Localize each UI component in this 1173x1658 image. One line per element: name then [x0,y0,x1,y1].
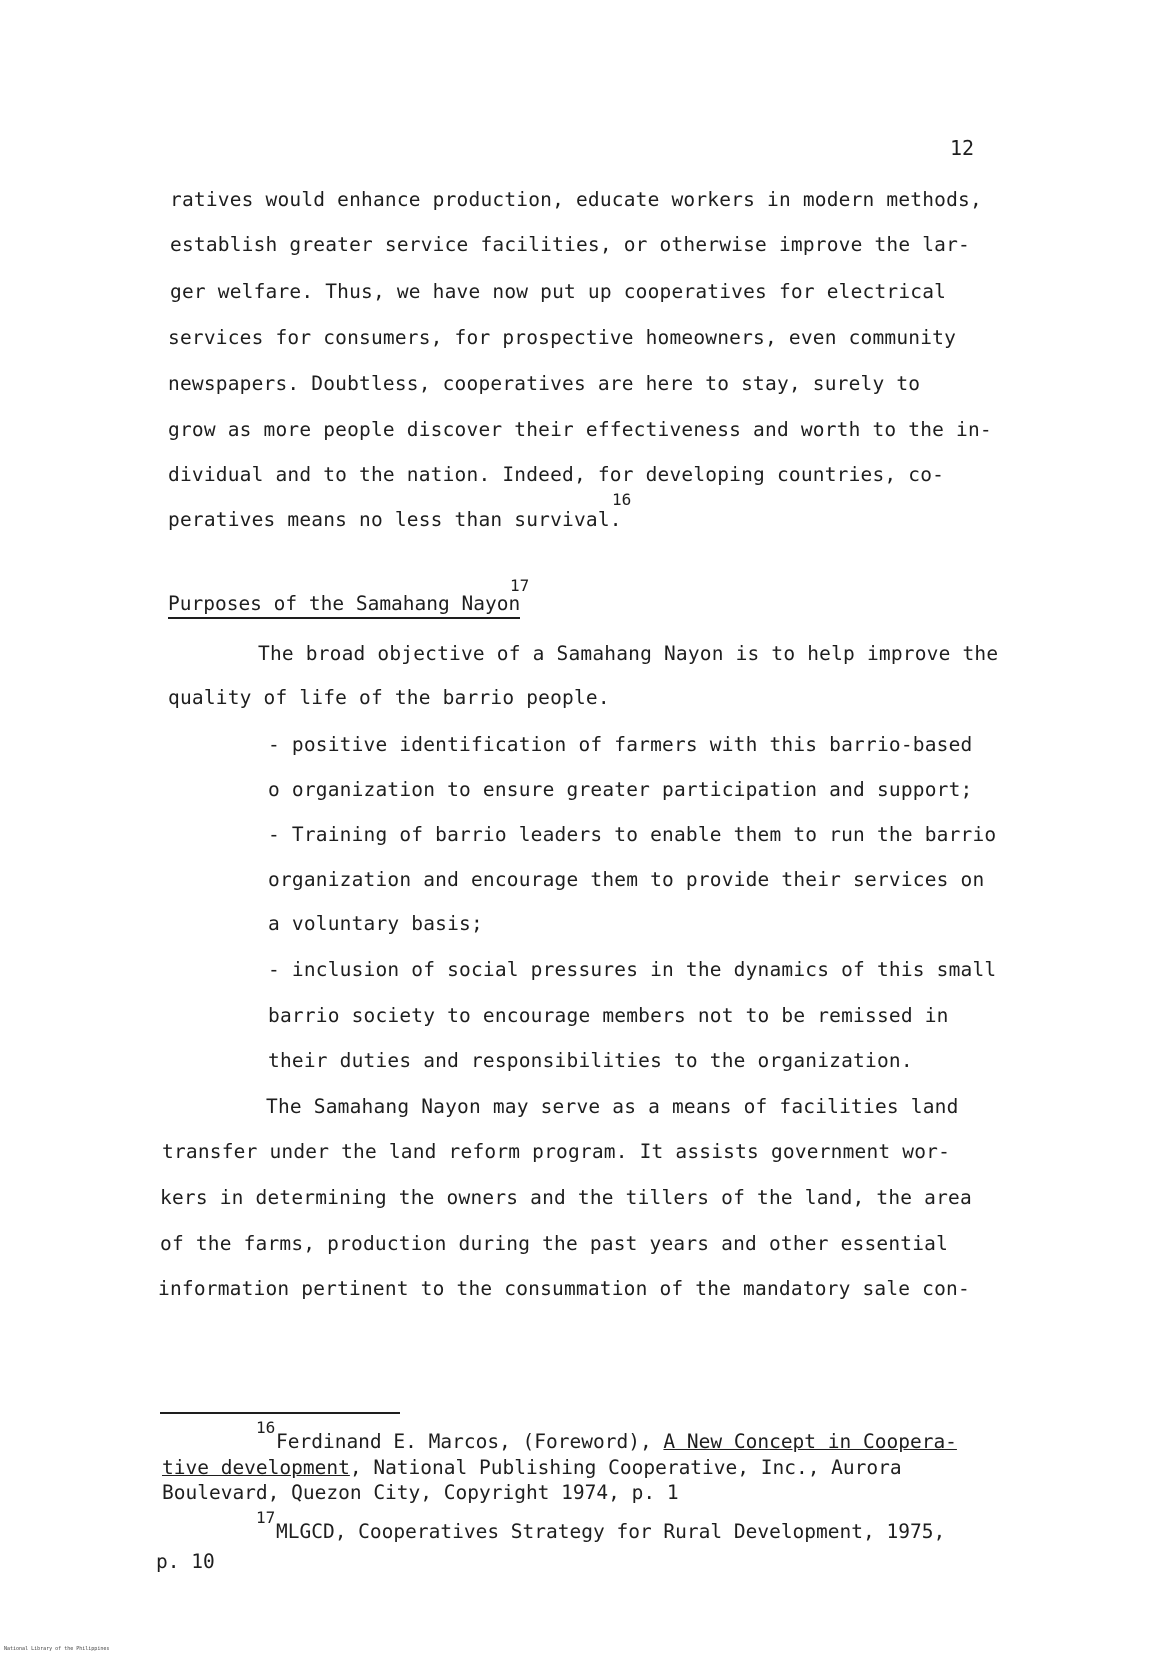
text-line: services for consumers, for prospective homeowners, even community [168,326,957,349]
footnote-text: , National Publishing Cooperative, Inc., Aurora [349,1456,902,1479]
text-line: ratives would enhance production, educate workers in modern methods, [170,188,982,211]
footnote-16-line: Boulevard, Quezon City, Copyright 1974, p. 1 [162,1481,679,1504]
footnote-17-line: p. 10 [156,1550,215,1573]
footnote-number: 16 [256,1418,276,1437]
text-line: dividual and to the nation. Indeed, for developing countries, co- [168,463,945,486]
text-line: transfer under the land reform program. It assists government wor- [162,1140,951,1163]
footer-credit: National Library of the Philippines [4,1646,110,1652]
text-line: newspapers. Doubtless, cooperatives are here to stay, surely to [168,372,921,395]
list-item: - positive identification of farmers with this barrio-based [268,733,973,756]
footnote-divider [160,1412,400,1414]
list-item: barrio society to encourage members not to be remissed in [268,1004,949,1027]
list-item: their duties and responsibilities to the organization. [268,1049,913,1072]
page-number: 12 [950,136,975,160]
footnote-title-link: tive development [162,1456,350,1479]
list-item: a voluntary basis; [268,912,483,935]
footnote-16-line [276,1430,957,1453]
list-item: o organization to ensure greater participation and support; [268,778,973,801]
text-line: ger welfare. Thus, we have now put up cooperatives for electrical [170,280,947,303]
footnote-text: Ferdinand E. Marcos, (Foreword), [276,1430,664,1453]
footnote-17-line: MLGCD, Cooperatives Strategy for Rural Development, 1975, [276,1520,946,1543]
list-item: organization and encourage them to provide their services on [268,868,985,891]
text-line: quality of life of the barrio people. [168,686,610,709]
section-heading: Purposes of the Samahang Nayon [168,592,520,619]
list-item: - inclusion of social pressures in the dynamics of this small [268,958,997,981]
text-line: The broad objective of a Samahang Nayon is to help improve the [258,642,999,665]
text-line: The Samahang Nayon may serve as a means of facilities land [266,1095,959,1118]
footnote-title-link: A New Concept in Coopera- [663,1430,957,1453]
text-line: of the farms, production during the past years and other essential [160,1232,949,1255]
footnote-marker-16: 16 [612,490,632,509]
footnote-marker-17: 17 [510,576,530,595]
text-line: grow as more people discover their effectiveness and worth to the in- [168,418,992,441]
footnote-16-line [162,1456,902,1479]
text-line: establish greater service facilities, or otherwise improve the lar- [170,233,970,256]
text-line: peratives means no less than survival. [168,508,622,531]
text-line: kers in determining the owners and the tillers of the land, the area [160,1186,972,1209]
list-item: - Training of barrio leaders to enable them to run the barrio [268,823,997,846]
footnote-number: 17 [256,1508,276,1527]
text-line: information pertinent to the consummation of the mandatory sale con- [158,1277,970,1300]
